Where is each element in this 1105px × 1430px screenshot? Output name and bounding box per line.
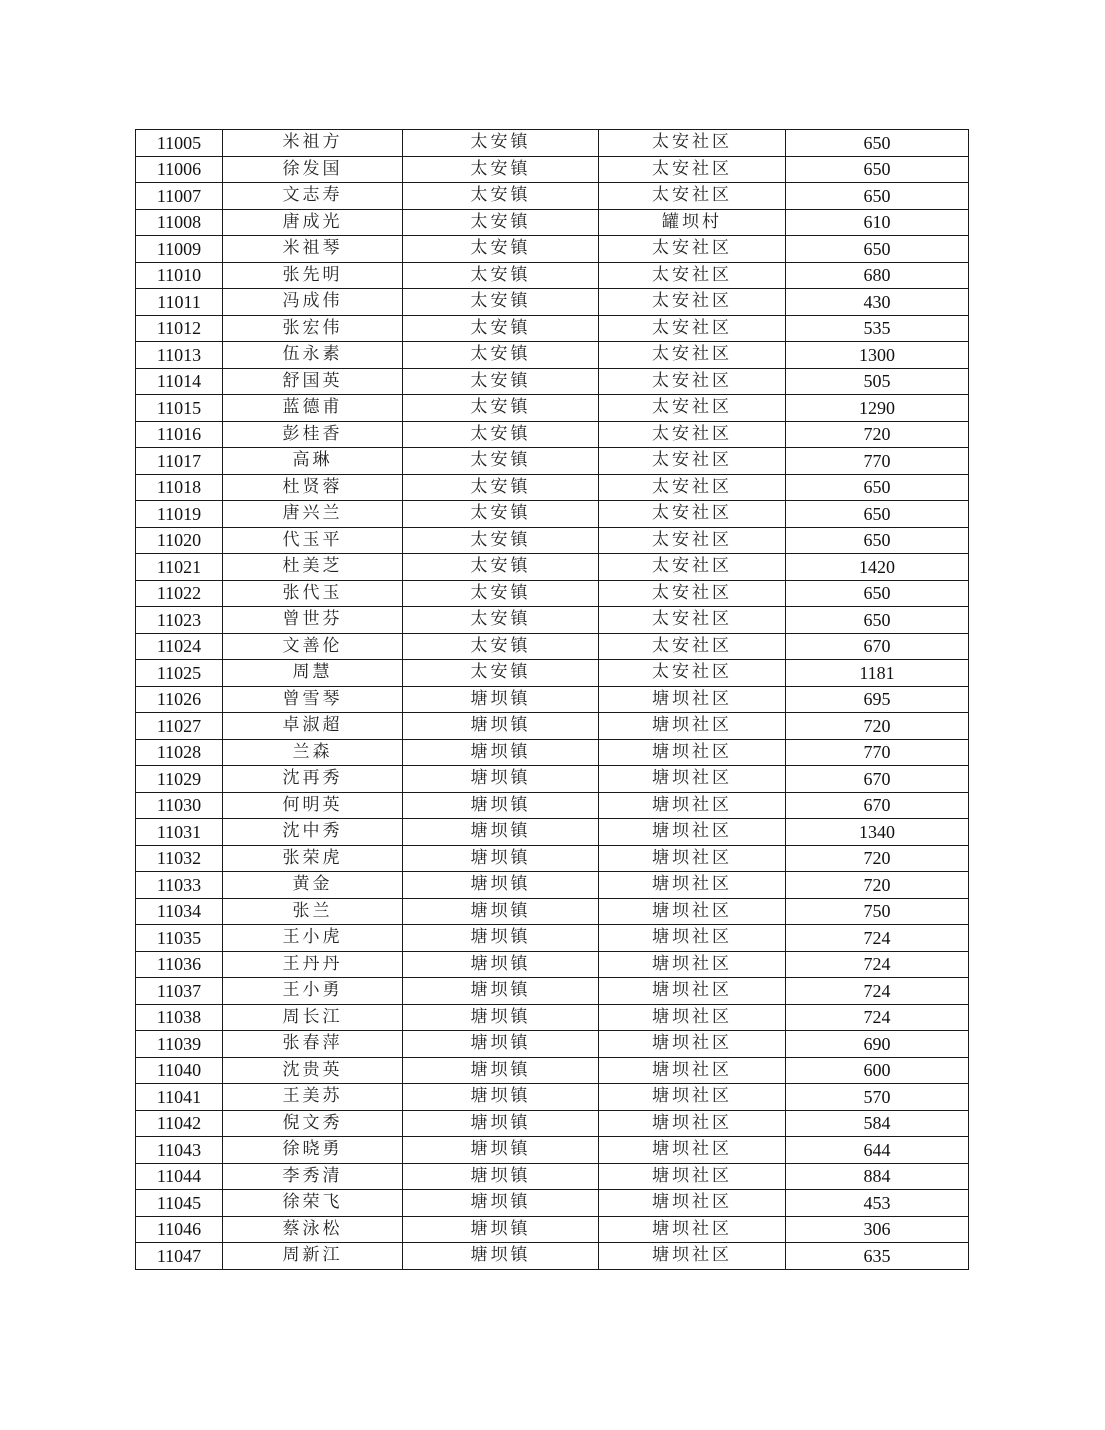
cell-town: 太安镇: [403, 448, 599, 475]
cell-community: 太安社区: [599, 395, 786, 422]
cell-amount: 650: [786, 156, 969, 183]
cell-amount: 650: [786, 501, 969, 528]
cell-town: 塘坝镇: [403, 978, 599, 1005]
cell-amount: 680: [786, 262, 969, 289]
table-row: [136, 686, 969, 713]
cell-community: 太安社区: [599, 448, 786, 475]
cell-id: 11011: [136, 289, 223, 316]
cell-name: 彭桂香: [223, 421, 403, 448]
cell-name: 卓淑超: [223, 713, 403, 740]
table-row: [136, 898, 969, 925]
cell-community: 太安社区: [599, 554, 786, 581]
cell-name: 文善伦: [223, 633, 403, 660]
cell-amount: 670: [786, 633, 969, 660]
table-row: [136, 262, 969, 289]
cell-id: 11009: [136, 236, 223, 263]
cell-amount: 720: [786, 713, 969, 740]
cell-community: 塘坝社区: [599, 713, 786, 740]
cell-community: 太安社区: [599, 262, 786, 289]
cell-id: 11005: [136, 130, 223, 157]
cell-name: 杜贤蓉: [223, 474, 403, 501]
cell-community: 塘坝社区: [599, 925, 786, 952]
cell-name: 曾世芬: [223, 607, 403, 634]
cell-name: 米祖方: [223, 130, 403, 157]
table-row: [136, 1137, 969, 1164]
cell-id: 11041: [136, 1084, 223, 1111]
cell-amount: 650: [786, 183, 969, 210]
cell-name: 徐晓勇: [223, 1137, 403, 1164]
table-row: [136, 1031, 969, 1058]
cell-community: 塘坝社区: [599, 792, 786, 819]
cell-community: 太安社区: [599, 289, 786, 316]
cell-town: 塘坝镇: [403, 766, 599, 793]
cell-community: 罐坝村: [599, 209, 786, 236]
cell-community: 太安社区: [599, 527, 786, 554]
cell-town: 太安镇: [403, 421, 599, 448]
cell-amount: 1300: [786, 342, 969, 369]
cell-community: 太安社区: [599, 421, 786, 448]
cell-community: 塘坝社区: [599, 1084, 786, 1111]
cell-town: 太安镇: [403, 209, 599, 236]
cell-town: 太安镇: [403, 368, 599, 395]
table-row: [136, 607, 969, 634]
cell-town: 塘坝镇: [403, 1137, 599, 1164]
cell-town: 塘坝镇: [403, 1190, 599, 1217]
cell-community: 塘坝社区: [599, 819, 786, 846]
table-row: [136, 1084, 969, 1111]
cell-town: 塘坝镇: [403, 898, 599, 925]
cell-amount: 1181: [786, 660, 969, 687]
cell-amount: 724: [786, 925, 969, 952]
cell-community: 塘坝社区: [599, 1057, 786, 1084]
cell-town: 塘坝镇: [403, 845, 599, 872]
table-row: [136, 1243, 969, 1270]
cell-town: 太安镇: [403, 607, 599, 634]
cell-community: 太安社区: [599, 633, 786, 660]
cell-amount: 584: [786, 1110, 969, 1137]
cell-id: 11023: [136, 607, 223, 634]
cell-name: 冯成伟: [223, 289, 403, 316]
cell-amount: 670: [786, 766, 969, 793]
cell-town: 太安镇: [403, 395, 599, 422]
cell-amount: 650: [786, 607, 969, 634]
table-row: [136, 819, 969, 846]
cell-community: 太安社区: [599, 660, 786, 687]
table-row: [136, 474, 969, 501]
cell-id: 11038: [136, 1004, 223, 1031]
cell-name: 杜美芝: [223, 554, 403, 581]
cell-community: 塘坝社区: [599, 739, 786, 766]
cell-amount: 690: [786, 1031, 969, 1058]
cell-amount: 695: [786, 686, 969, 713]
cell-amount: 650: [786, 236, 969, 263]
cell-amount: 453: [786, 1190, 969, 1217]
table-row: [136, 739, 969, 766]
cell-amount: 635: [786, 1243, 969, 1270]
cell-name: 舒国英: [223, 368, 403, 395]
cell-id: 11024: [136, 633, 223, 660]
cell-town: 塘坝镇: [403, 713, 599, 740]
table-row: [136, 1163, 969, 1190]
cell-town: 太安镇: [403, 554, 599, 581]
cell-community: 太安社区: [599, 342, 786, 369]
cell-name: 唐兴兰: [223, 501, 403, 528]
cell-id: 11042: [136, 1110, 223, 1137]
cell-town: 太安镇: [403, 130, 599, 157]
cell-amount: 430: [786, 289, 969, 316]
cell-amount: 750: [786, 898, 969, 925]
cell-community: 塘坝社区: [599, 1031, 786, 1058]
cell-community: 太安社区: [599, 474, 786, 501]
cell-amount: 724: [786, 951, 969, 978]
cell-town: 太安镇: [403, 527, 599, 554]
cell-amount: 535: [786, 315, 969, 342]
cell-name: 徐发国: [223, 156, 403, 183]
cell-town: 太安镇: [403, 633, 599, 660]
cell-community: 塘坝社区: [599, 1216, 786, 1243]
cell-town: 塘坝镇: [403, 1031, 599, 1058]
cell-name: 文志寿: [223, 183, 403, 210]
cell-id: 11044: [136, 1163, 223, 1190]
cell-amount: 724: [786, 1004, 969, 1031]
data-table: [135, 129, 969, 1270]
cell-town: 太安镇: [403, 315, 599, 342]
cell-amount: 770: [786, 448, 969, 475]
cell-amount: 650: [786, 474, 969, 501]
table-row: [136, 633, 969, 660]
cell-town: 塘坝镇: [403, 1110, 599, 1137]
cell-amount: 1290: [786, 395, 969, 422]
cell-town: 太安镇: [403, 289, 599, 316]
cell-id: 11047: [136, 1243, 223, 1270]
table-row: [136, 660, 969, 687]
cell-id: 11014: [136, 368, 223, 395]
cell-id: 11015: [136, 395, 223, 422]
table-row: [136, 421, 969, 448]
table-body: [136, 130, 969, 1270]
cell-name: 沈再秀: [223, 766, 403, 793]
table-row: [136, 1057, 969, 1084]
cell-community: 太安社区: [599, 501, 786, 528]
table-row: [136, 289, 969, 316]
cell-id: 11010: [136, 262, 223, 289]
cell-community: 太安社区: [599, 607, 786, 634]
cell-name: 张荣虎: [223, 845, 403, 872]
cell-id: 11018: [136, 474, 223, 501]
cell-town: 太安镇: [403, 342, 599, 369]
cell-id: 11034: [136, 898, 223, 925]
cell-id: 11022: [136, 580, 223, 607]
cell-id: 11006: [136, 156, 223, 183]
cell-amount: 1420: [786, 554, 969, 581]
cell-community: 塘坝社区: [599, 1004, 786, 1031]
cell-name: 沈贵英: [223, 1057, 403, 1084]
table-row: [136, 1004, 969, 1031]
cell-name: 沈中秀: [223, 819, 403, 846]
cell-amount: 610: [786, 209, 969, 236]
cell-town: 塘坝镇: [403, 872, 599, 899]
cell-id: 11036: [136, 951, 223, 978]
cell-amount: 724: [786, 978, 969, 1005]
cell-name: 张宏伟: [223, 315, 403, 342]
cell-community: 太安社区: [599, 130, 786, 157]
cell-community: 太安社区: [599, 156, 786, 183]
cell-name: 张代玉: [223, 580, 403, 607]
cell-amount: 720: [786, 421, 969, 448]
cell-town: 塘坝镇: [403, 1243, 599, 1270]
cell-community: 塘坝社区: [599, 1110, 786, 1137]
cell-community: 塘坝社区: [599, 978, 786, 1005]
cell-community: 塘坝社区: [599, 872, 786, 899]
cell-id: 11032: [136, 845, 223, 872]
table-row: [136, 713, 969, 740]
cell-amount: 1340: [786, 819, 969, 846]
cell-name: 代玉平: [223, 527, 403, 554]
cell-town: 太安镇: [403, 660, 599, 687]
cell-town: 塘坝镇: [403, 686, 599, 713]
cell-amount: 570: [786, 1084, 969, 1111]
cell-town: 太安镇: [403, 236, 599, 263]
cell-name: 王丹丹: [223, 951, 403, 978]
cell-community: 塘坝社区: [599, 845, 786, 872]
cell-name: 王美苏: [223, 1084, 403, 1111]
cell-town: 塘坝镇: [403, 1057, 599, 1084]
cell-name: 李秀清: [223, 1163, 403, 1190]
table-row: [136, 951, 969, 978]
cell-id: 11043: [136, 1137, 223, 1164]
table-row: [136, 368, 969, 395]
cell-community: 太安社区: [599, 236, 786, 263]
cell-id: 11019: [136, 501, 223, 528]
cell-id: 11016: [136, 421, 223, 448]
cell-id: 11030: [136, 792, 223, 819]
cell-id: 11029: [136, 766, 223, 793]
cell-id: 11025: [136, 660, 223, 687]
cell-id: 11013: [136, 342, 223, 369]
table-row: [136, 554, 969, 581]
table-row: [136, 342, 969, 369]
table-row: [136, 978, 969, 1005]
table-row: [136, 580, 969, 607]
table-row: [136, 395, 969, 422]
cell-name: 张春萍: [223, 1031, 403, 1058]
table-row: [136, 156, 969, 183]
cell-name: 伍永素: [223, 342, 403, 369]
table-row: [136, 845, 969, 872]
cell-town: 塘坝镇: [403, 1163, 599, 1190]
table-row: [136, 925, 969, 952]
cell-name: 王小勇: [223, 978, 403, 1005]
cell-name: 黄金: [223, 872, 403, 899]
cell-id: 11033: [136, 872, 223, 899]
cell-id: 11028: [136, 739, 223, 766]
cell-community: 塘坝社区: [599, 951, 786, 978]
cell-community: 塘坝社区: [599, 898, 786, 925]
cell-town: 塘坝镇: [403, 925, 599, 952]
table-row: [136, 448, 969, 475]
cell-id: 11031: [136, 819, 223, 846]
cell-town: 塘坝镇: [403, 819, 599, 846]
table-row: [136, 766, 969, 793]
cell-community: 太安社区: [599, 315, 786, 342]
cell-amount: 720: [786, 872, 969, 899]
cell-town: 塘坝镇: [403, 1004, 599, 1031]
cell-town: 太安镇: [403, 474, 599, 501]
table-row: [136, 183, 969, 210]
cell-amount: 600: [786, 1057, 969, 1084]
cell-id: 11021: [136, 554, 223, 581]
table-row: [136, 1190, 969, 1217]
cell-name: 倪文秀: [223, 1110, 403, 1137]
table-row: [136, 1110, 969, 1137]
table-row: [136, 1216, 969, 1243]
cell-id: 11046: [136, 1216, 223, 1243]
cell-town: 塘坝镇: [403, 739, 599, 766]
cell-town: 塘坝镇: [403, 1084, 599, 1111]
cell-amount: 650: [786, 527, 969, 554]
cell-community: 太安社区: [599, 368, 786, 395]
cell-name: 曾雪琴: [223, 686, 403, 713]
cell-name: 王小虎: [223, 925, 403, 952]
cell-id: 11008: [136, 209, 223, 236]
table-row: [136, 315, 969, 342]
cell-id: 11037: [136, 978, 223, 1005]
cell-community: 塘坝社区: [599, 1163, 786, 1190]
cell-name: 徐荣飞: [223, 1190, 403, 1217]
cell-amount: 306: [786, 1216, 969, 1243]
table-row: [136, 501, 969, 528]
cell-community: 塘坝社区: [599, 766, 786, 793]
cell-name: 何明英: [223, 792, 403, 819]
table-row: [136, 130, 969, 157]
cell-amount: 670: [786, 792, 969, 819]
cell-community: 塘坝社区: [599, 686, 786, 713]
cell-name: 周慧: [223, 660, 403, 687]
cell-name: 兰森: [223, 739, 403, 766]
cell-town: 太安镇: [403, 183, 599, 210]
cell-town: 太安镇: [403, 262, 599, 289]
cell-id: 11026: [136, 686, 223, 713]
table-row: [136, 527, 969, 554]
cell-town: 太安镇: [403, 501, 599, 528]
cell-amount: 770: [786, 739, 969, 766]
cell-id: 11040: [136, 1057, 223, 1084]
cell-town: 塘坝镇: [403, 792, 599, 819]
cell-name: 高琳: [223, 448, 403, 475]
cell-amount: 884: [786, 1163, 969, 1190]
table-row: [136, 792, 969, 819]
cell-name: 唐成光: [223, 209, 403, 236]
cell-community: 太安社区: [599, 580, 786, 607]
cell-id: 11035: [136, 925, 223, 952]
cell-town: 太安镇: [403, 156, 599, 183]
cell-name: 蔡泳松: [223, 1216, 403, 1243]
cell-amount: 644: [786, 1137, 969, 1164]
cell-id: 11017: [136, 448, 223, 475]
cell-name: 张兰: [223, 898, 403, 925]
cell-community: 太安社区: [599, 183, 786, 210]
cell-name: 米祖琴: [223, 236, 403, 263]
cell-amount: 650: [786, 130, 969, 157]
cell-id: 11007: [136, 183, 223, 210]
cell-community: 塘坝社区: [599, 1190, 786, 1217]
cell-amount: 720: [786, 845, 969, 872]
cell-name: 周新江: [223, 1243, 403, 1270]
cell-name: 周长江: [223, 1004, 403, 1031]
cell-id: 11039: [136, 1031, 223, 1058]
cell-town: 塘坝镇: [403, 951, 599, 978]
cell-id: 11012: [136, 315, 223, 342]
cell-name: 蓝德甫: [223, 395, 403, 422]
table-row: [136, 236, 969, 263]
table-row: [136, 872, 969, 899]
cell-id: 11027: [136, 713, 223, 740]
cell-amount: 505: [786, 368, 969, 395]
cell-amount: 650: [786, 580, 969, 607]
table-row: [136, 209, 969, 236]
cell-community: 塘坝社区: [599, 1243, 786, 1270]
cell-id: 11020: [136, 527, 223, 554]
cell-community: 塘坝社区: [599, 1137, 786, 1164]
cell-id: 11045: [136, 1190, 223, 1217]
cell-town: 太安镇: [403, 580, 599, 607]
cell-name: 张先明: [223, 262, 403, 289]
cell-town: 塘坝镇: [403, 1216, 599, 1243]
